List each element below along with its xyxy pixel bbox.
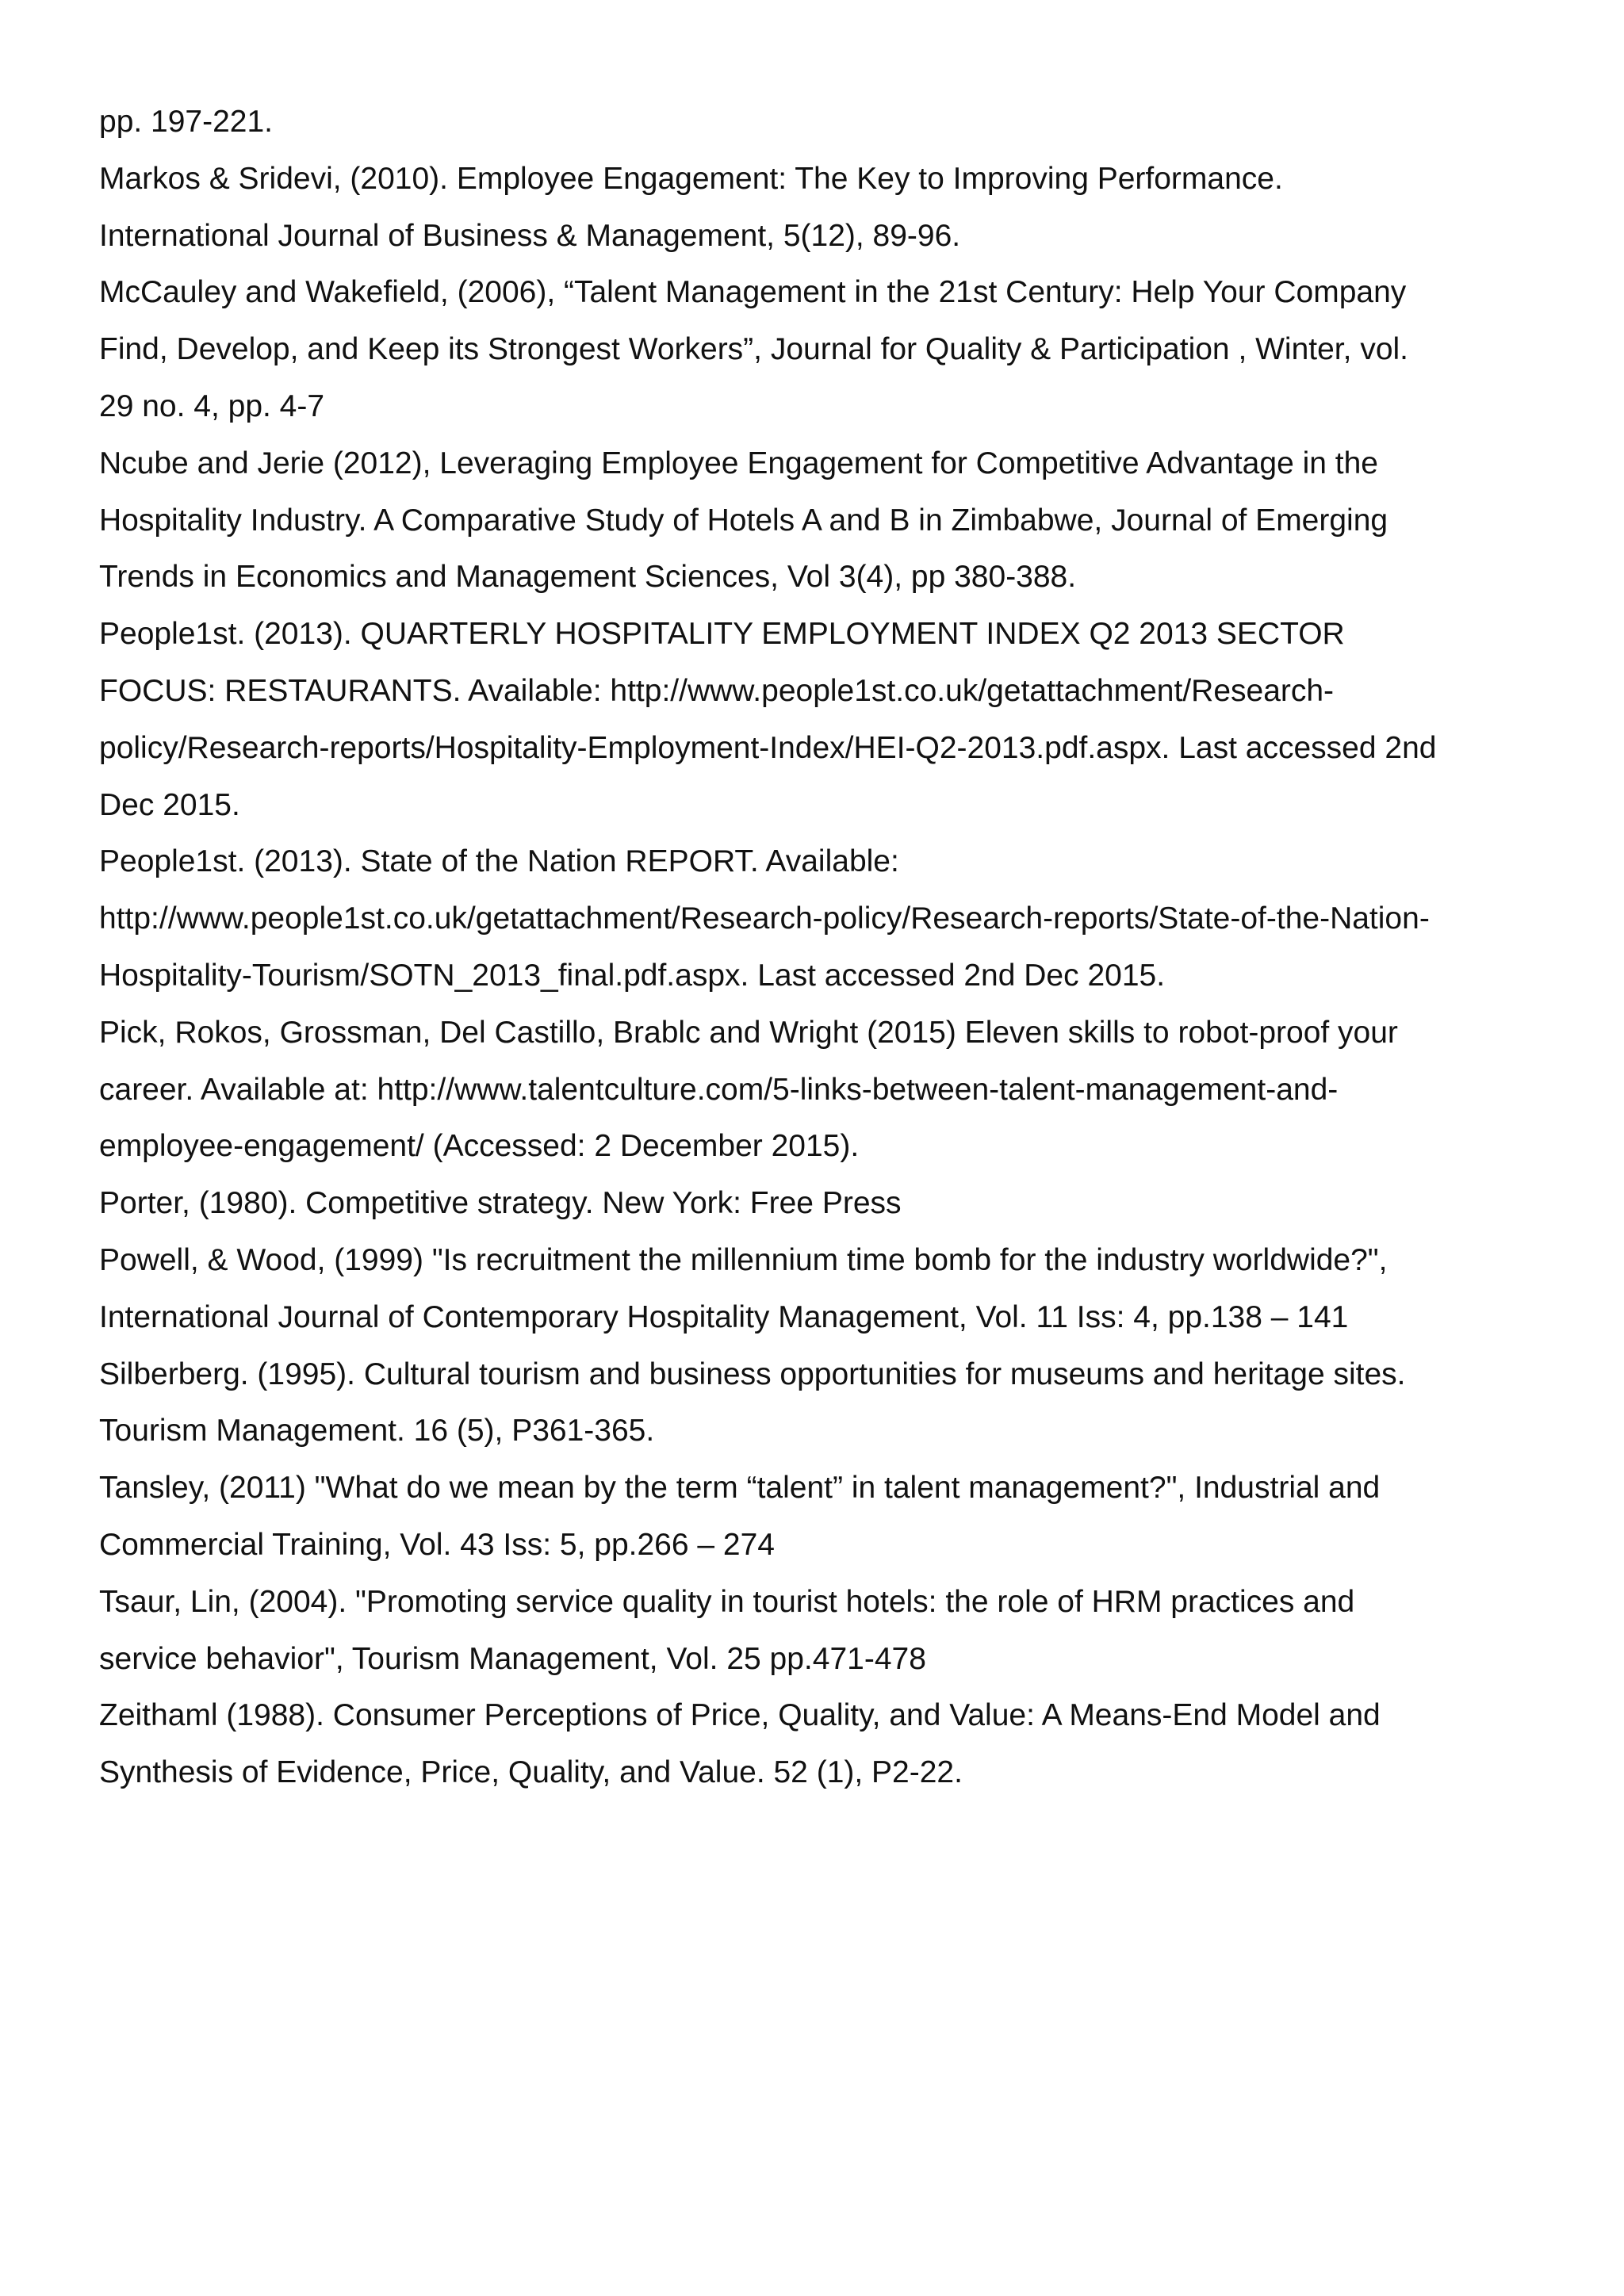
reference-line: service behavior", Tourism Management, Vol. 25 pp.471-478 [99, 1641, 926, 1676]
reference-line: McCauley and Wakefield, (2006), “Talent Management in the 21st Century: Help Your Company [99, 275, 1407, 310]
reference-line: Synthesis of Evidence, Price, Quality, and Value. 52 (1), P2-22. [99, 1755, 963, 1790]
reference-line: Hospitality Industry. A Comparative Study of Hotels A and B in Zimbabwe, Journal of Emerging [99, 503, 1388, 538]
reference-line: International Journal of Business & Management, 5(12), 89-96. [99, 218, 961, 253]
reference-line: Markos & Sridevi, (2010). Employee Engagement: The Key to Improving Performance. [99, 161, 1283, 196]
reference-line: Commercial Training, Vol. 43 Iss: 5, pp.266 – 274 [99, 1527, 775, 1562]
reference-line: Dec 2015. [99, 787, 240, 822]
reference-line: career. Available at: http://www.talentculture.com/5-links-between-talent-management-and- [99, 1072, 1339, 1107]
reference-line: Powell, & Wood, (1999) "Is recruitment the millennium time bomb for the industry worldwide?", [99, 1242, 1388, 1277]
reference-line: International Journal of Contemporary Hospitality Management, Vol. 11 Iss: 4, pp.138 – 141 [99, 1299, 1349, 1334]
reference-line: People1st. (2013). State of the Nation REPORT. Available: [99, 844, 899, 879]
reference-line: Porter, (1980). Competitive strategy. New York: Free Press [99, 1186, 902, 1221]
reference-line: Zeithaml (1988). Consumer Perceptions of Price, Quality, and Value: A Means-End Model and [99, 1698, 1381, 1733]
reference-line: Tourism Management. 16 (5), P361-365. [99, 1414, 655, 1448]
reference-line: Find, Develop, and Keep its Strongest Workers”, Journal for Quality & Participation , Winter, vol. [99, 332, 1409, 367]
reference-line: 29 no. 4, pp. 4-7 [99, 388, 325, 423]
reference-line: Tansley, (2011) "What do we mean by the term “talent” in talent management?", Industrial and [99, 1471, 1381, 1506]
reference-line: http://www.people1st.co.uk/getattachment/Research-policy/Research-reports/State-of-the-Nation- [99, 901, 1430, 936]
reference-line: Silberberg. (1995). Cultural tourism and business opportunities for museums and heritage sites. [99, 1357, 1406, 1391]
reference-list [99, 94, 1550, 1801]
reference-line: People1st. (2013). QUARTERLY HOSPITALITY EMPLOYMENT INDEX Q2 2013 SECTOR [99, 617, 1345, 652]
reference-line: Ncube and Jerie (2012), Leveraging Employee Engagement for Competitive Advantage in the [99, 446, 1378, 480]
reference-line: policy/Research-reports/Hospitality-Employment-Index/HEI-Q2-2013.pdf.aspx. Last accessed 2nd [99, 730, 1437, 765]
reference-line: Hospitality-Tourism/SOTN_2013_final.pdf.aspx. Last accessed 2nd Dec 2015. [99, 958, 1166, 993]
reference-line: Tsaur, Lin, (2004). "Promoting service quality in tourist hotels: the role of HRM practices and [99, 1584, 1355, 1619]
reference-line: pp. 197-221. [99, 105, 274, 139]
reference-line: FOCUS: RESTAURANTS. Available: http://www.people1st.co.uk/getattachment/Research- [99, 673, 1335, 708]
reference-line: Pick, Rokos, Grossman, Del Castillo, Brablc and Wright (2015) Eleven skills to robot-proof your [99, 1015, 1398, 1050]
reference-line: Trends in Economics and Management Sciences, Vol 3(4), pp 380-388. [99, 560, 1077, 595]
reference-line: employee-engagement/ (Accessed: 2 December 2015). [99, 1129, 860, 1164]
